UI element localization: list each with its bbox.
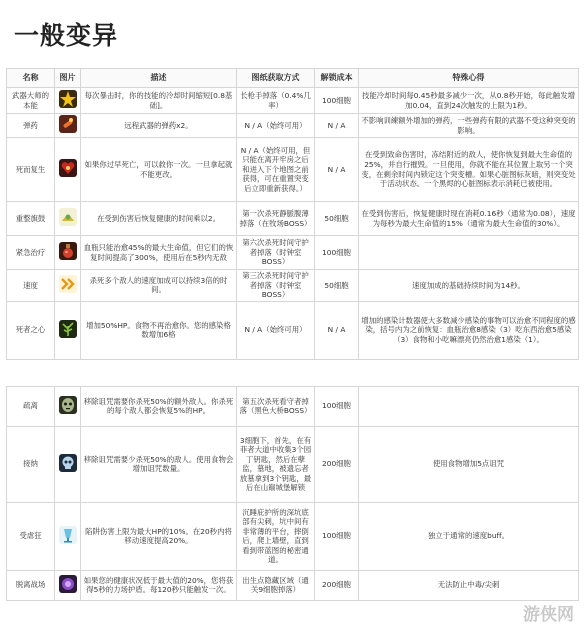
glass-icon bbox=[59, 526, 77, 544]
header-special-notes: 特殊心得 bbox=[359, 69, 579, 88]
skull-icon bbox=[59, 454, 77, 472]
name-cell: 武器大师的本能 bbox=[7, 88, 55, 114]
mutation-table bbox=[6, 68, 579, 601]
table-row bbox=[7, 570, 579, 600]
source-cell: 第三次杀死时间守护者掉落（时钟室BOSS） bbox=[237, 270, 315, 302]
cost-cell: 100细胞 bbox=[315, 88, 359, 114]
source-cell: 出生点隐藏区域（通关9细胞掉落） bbox=[237, 570, 315, 600]
name-cell: 疏离 bbox=[7, 386, 55, 426]
source-cell: 长枪手掉落（0.4%几率） bbox=[237, 88, 315, 114]
description-cell: 远程武器的弹药x2。 bbox=[81, 114, 237, 138]
revive-icon bbox=[59, 159, 77, 177]
description-cell: 每次暴击时，你的技能的冷却时间缩短[0.8基础]。 bbox=[81, 88, 237, 114]
name-cell: 速度 bbox=[7, 270, 55, 302]
note-cell: 在受到伤害后，恢复健康时现在消耗0.16秒（通常为0.08），速度为每秒为最大生命值的15%（通常为最大生命值的30%）。 bbox=[359, 202, 579, 236]
star-burst-icon bbox=[59, 90, 77, 108]
note-cell: 速度加成的基础持续时间为14秒。 bbox=[359, 270, 579, 302]
name-cell: 接纳 bbox=[7, 426, 55, 502]
name-cell: 脱离战场 bbox=[7, 570, 55, 600]
cost-cell: N / A bbox=[315, 301, 359, 359]
description-cell: 血瓶只能治愈45%的最大生命值，但它们的恢复时间提高了300%，使用后在5秒内无敌 bbox=[81, 236, 237, 270]
table-row bbox=[7, 502, 579, 570]
table-row bbox=[7, 138, 579, 202]
table-row bbox=[7, 88, 579, 114]
description-cell: 移除诅咒需要少杀死50%的敌人。使用食物会增加诅咒数量。 bbox=[81, 426, 237, 502]
name-cell: 死者之心 bbox=[7, 301, 55, 359]
source-cell: 3细胞下，首先，在有菲者大道中收集3个园丁钥匙，然后在孽监，墓地，被遗忘者放墓拿到3个钥匙，最后在山巅城堡解锁 bbox=[237, 426, 315, 502]
image-cell bbox=[55, 270, 81, 302]
cost-cell: 50细胞 bbox=[315, 270, 359, 302]
description-cell: 如果你过早死亡，可以救你一次。一旦拿起就不能更改。 bbox=[81, 138, 237, 202]
cost-cell: 100细胞 bbox=[315, 502, 359, 570]
image-cell bbox=[55, 138, 81, 202]
table-row bbox=[7, 386, 579, 426]
source-cell: 第一次杀死静脈腹薄掉落（在牧场BOSS） bbox=[237, 202, 315, 236]
name-cell: 重整旗鼓 bbox=[7, 202, 55, 236]
table-row bbox=[7, 202, 579, 236]
description-cell: 陷阱伤害上限为最大HP的10%。在20秒内将移动速度提高20%。 bbox=[81, 502, 237, 570]
source-cell: N / A（始终可用） bbox=[237, 301, 315, 359]
name-cell: 受虐狂 bbox=[7, 502, 55, 570]
description-cell: 杀死多个敌人的速度加成可以持续3倍的时间。 bbox=[81, 270, 237, 302]
cost-cell: 100细胞 bbox=[315, 386, 359, 426]
image-cell bbox=[55, 114, 81, 138]
description-cell: 在受到伤害后恢复健康的时间乘以2。 bbox=[81, 202, 237, 236]
source-cell: 第五次杀死看守者掉落（黑色大桥BOSS） bbox=[237, 386, 315, 426]
table-gap-cell bbox=[7, 359, 579, 386]
table-row bbox=[7, 114, 579, 138]
note-cell: 不影响训練额外增加的弹药，一些弹药有限的武器不受这种突变的影响。 bbox=[359, 114, 579, 138]
table-header-row bbox=[7, 69, 579, 88]
potion-icon bbox=[59, 242, 77, 260]
name-cell: 死而复生 bbox=[7, 138, 55, 202]
rally-icon bbox=[59, 208, 77, 226]
image-cell bbox=[55, 502, 81, 570]
cost-cell: 100细胞 bbox=[315, 236, 359, 270]
description-cell: 移除诅咒需要你杀死50%的额外敌人。你杀死的每个敌人都会恢复5%的HP。 bbox=[81, 386, 237, 426]
table-row bbox=[7, 236, 579, 270]
note-cell bbox=[359, 236, 579, 270]
cost-cell: 200细胞 bbox=[315, 570, 359, 600]
note-cell: 增加的感染计数器使大多数减少感染的事物可以治愈不同程度的感染，括号内为之前恢复：血瓶治愈8感染（3）吃东西治愈5感染（3）食物和小吃嘛漂亮仍然治愈1感染（1）。 bbox=[359, 301, 579, 359]
table-row bbox=[7, 426, 579, 502]
note-cell: 使用食物增加5点诅咒 bbox=[359, 426, 579, 502]
description-cell: 增加50%HP。食物不再治愈你。您的感染格数增加6格 bbox=[81, 301, 237, 359]
header-blueprint-source: 图纸获取方式 bbox=[237, 69, 315, 88]
source-cell: 沉睡庇护所的深坑底部有尖刺，坑中间有非常薄的平台，摔倒后，爬上墙壁，直到看到带蓝图的秘密通道。 bbox=[237, 502, 315, 570]
ammo-icon bbox=[59, 115, 77, 133]
cost-cell: N / A bbox=[315, 114, 359, 138]
cost-cell: N / A bbox=[315, 138, 359, 202]
plant-icon bbox=[59, 320, 77, 338]
image-cell bbox=[55, 570, 81, 600]
note-cell bbox=[359, 386, 579, 426]
description-cell: 如果您的健康状况低于最大值的20%，您将获得5秒的力场护盾。每120秒只能触发一次。 bbox=[81, 570, 237, 600]
page-title: 一般变异 bbox=[14, 21, 119, 50]
note-cell: 技能冷却时间每0.45秒最多减少一次，从0.8秒开始，每此触发增加0.04，直到24次触发的上限为1秒。 bbox=[359, 88, 579, 114]
header-description: 描述 bbox=[81, 69, 237, 88]
name-cell: 紧急治疗 bbox=[7, 236, 55, 270]
source-cell: N / A（始终可用） bbox=[237, 114, 315, 138]
table-gap-row bbox=[7, 359, 579, 386]
mask-icon bbox=[59, 396, 77, 414]
header-name: 名称 bbox=[7, 69, 55, 88]
orb-icon bbox=[59, 575, 77, 593]
image-cell bbox=[55, 386, 81, 426]
cost-cell: 50细胞 bbox=[315, 202, 359, 236]
image-cell bbox=[55, 202, 81, 236]
image-cell bbox=[55, 426, 81, 502]
note-cell: 独立于通常的速度buff。 bbox=[359, 502, 579, 570]
table-row bbox=[7, 270, 579, 302]
note-cell: 在受到致命伤害时，冻结附近的敌人，使你恢复到最大生命值的25%，并自行摧毁。一旦使用，你就不能在其位置上取另一个突变，在剩余时间内锁定这个突变槽。如果心脏图标灰暗，则突变处于活动状态。一个黑烬的心脏图标表示消耗已被使用。 bbox=[359, 138, 579, 202]
note-cell: 无法防止中毒/尖刺 bbox=[359, 570, 579, 600]
image-cell bbox=[55, 236, 81, 270]
image-cell bbox=[55, 301, 81, 359]
table-row bbox=[7, 301, 579, 359]
watermark: 游侠网 bbox=[523, 605, 574, 625]
header-unlock-cost: 解锁成本 bbox=[315, 69, 359, 88]
source-cell: 第六次杀死时间守护者掉落（时钟室BOSS） bbox=[237, 236, 315, 270]
table-body bbox=[7, 88, 579, 601]
header-image: 图片 bbox=[55, 69, 81, 88]
name-cell: 弹药 bbox=[7, 114, 55, 138]
source-cell: N / A（始终可用，但只能在离开牢房之后和进入下个地图之前获得，可在重置突变后立即重新获得。） bbox=[237, 138, 315, 202]
double-chevron-icon bbox=[59, 275, 77, 293]
image-cell bbox=[55, 88, 81, 114]
cost-cell: 200细胞 bbox=[315, 426, 359, 502]
